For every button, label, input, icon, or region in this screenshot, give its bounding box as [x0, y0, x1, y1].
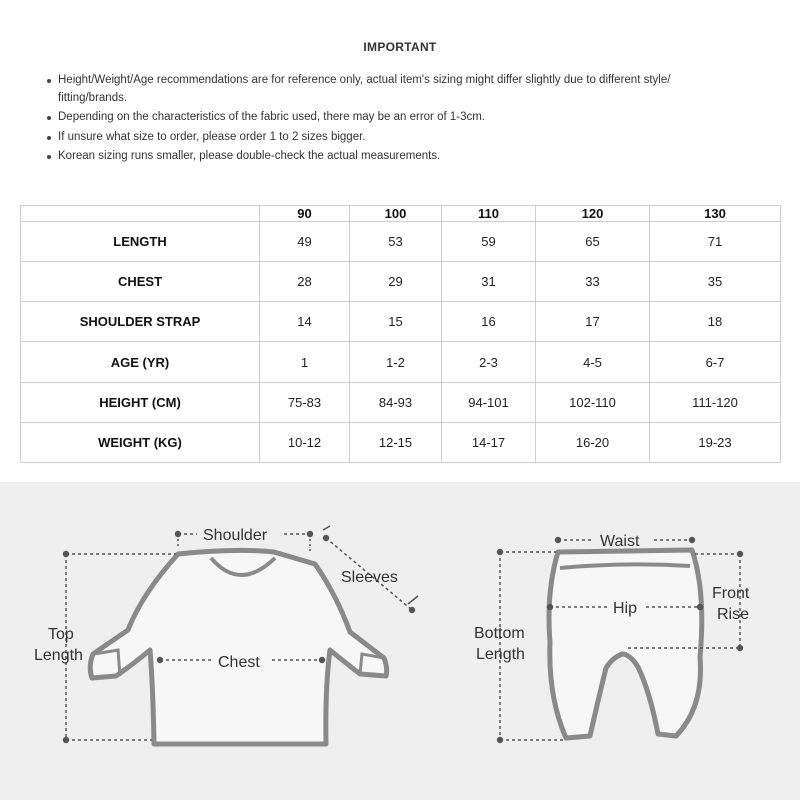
table-cell: 6-7: [650, 342, 781, 382]
table-row-length: [21, 222, 781, 262]
table-cell: 84-93: [350, 382, 442, 422]
table-cell: 59: [442, 222, 536, 262]
table-cell: 10-12: [260, 422, 350, 462]
table-row-shoulder-strap: [21, 302, 781, 342]
table-row-age: [21, 342, 781, 382]
sleeves-label: Sleeves: [341, 569, 398, 586]
table-cell: 18: [650, 302, 781, 342]
pants-body: [549, 550, 702, 738]
table-cell: 65: [536, 222, 650, 262]
notice-list: [58, 72, 778, 168]
size-header: 110: [442, 206, 536, 222]
row-label: HEIGHT (CM): [21, 382, 260, 422]
row-label: CHEST: [21, 262, 260, 302]
row-label: LENGTH: [21, 222, 260, 262]
table-cell: 71: [650, 222, 781, 262]
table-row-weight: [21, 422, 781, 462]
table-cell: 75-83: [260, 382, 350, 422]
bottom-length-label-line2: Length: [476, 646, 525, 663]
chest-label: Chest: [218, 654, 260, 671]
table-cell: 12-15: [350, 422, 442, 462]
table-cell: 53: [350, 222, 442, 262]
top-length-label-line2: Length: [34, 647, 83, 664]
hip-label: Hip: [613, 600, 638, 617]
notice-item: If unsure what size to order, please order 1 to 2 sizes bigger.: [58, 129, 778, 147]
table-cell: 94-101: [442, 382, 536, 422]
table-cell: 28: [260, 262, 350, 302]
table-cell: 1-2: [350, 342, 442, 382]
size-header: 90: [260, 206, 350, 222]
notice-title: IMPORTANT: [363, 40, 437, 54]
front-rise-label-line2: Rise: [717, 606, 750, 623]
row-label: SHOULDER STRAP: [21, 302, 260, 342]
measurement-diagram-svg: [0, 482, 800, 800]
row-label: AGE (YR): [21, 342, 260, 382]
table-cell: 33: [536, 262, 650, 302]
front-rise-label-line1: Front: [712, 585, 750, 602]
table-cell: 35: [650, 262, 781, 302]
measurement-diagram: [0, 482, 800, 800]
notice-item: Height/Weight/Age recommendations are for reference only, actual item's sizing might differ slightly due to different style/: [58, 72, 778, 90]
table-cell: 31: [442, 262, 536, 302]
table-cell: 16: [442, 302, 536, 342]
notice-item-continued: fitting/brands.: [58, 91, 128, 104]
table-cell: 17: [536, 302, 650, 342]
table-row-chest: [21, 262, 781, 302]
table-cell: 15: [350, 302, 442, 342]
pants-illustration: [549, 550, 702, 738]
table-cell: 1: [260, 342, 350, 382]
table-cell: 111-120: [650, 382, 781, 422]
table-cell: 19-23: [650, 422, 781, 462]
table-cell: 14: [260, 302, 350, 342]
size-header: 130: [650, 206, 781, 222]
row-label: WEIGHT (KG): [21, 422, 260, 462]
notice-item: Depending on the characteristics of the fabric used, there may be an error of 1-3cm.: [58, 109, 778, 127]
top-length-label-line1: Top: [48, 626, 74, 643]
table-cell: 49: [260, 222, 350, 262]
notice-item: Korean sizing runs smaller, please double-check the actual measurements.: [58, 148, 778, 166]
size-chart-table: [20, 205, 781, 463]
table-cell: 102-110: [536, 382, 650, 422]
size-header: 100: [350, 206, 442, 222]
size-header-row: [21, 206, 781, 222]
corner-cell: [21, 206, 260, 222]
table-cell: 2-3: [442, 342, 536, 382]
table-row-height: [21, 382, 781, 422]
waist-label: Waist: [600, 533, 640, 550]
table-cell: 4-5: [536, 342, 650, 382]
table-cell: 29: [350, 262, 442, 302]
table-cell: 16-20: [536, 422, 650, 462]
size-header: 120: [536, 206, 650, 222]
bottom-length-label-line1: Bottom: [474, 625, 525, 642]
table-cell: 14-17: [442, 422, 536, 462]
shoulder-label: Shoulder: [203, 527, 268, 544]
